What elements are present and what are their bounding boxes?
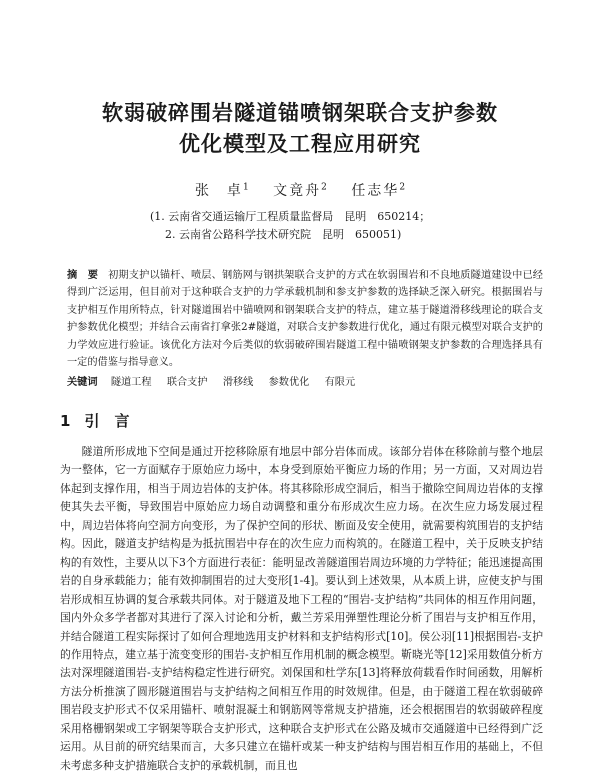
paper-title-line1: 软弱破碎围岩隧道锚喷钢架联合支护参数 bbox=[102, 101, 498, 125]
keyword: 参数优化 bbox=[268, 377, 310, 388]
author-affiliation-mark: 1 bbox=[242, 182, 249, 193]
author-name: 任志华 bbox=[351, 183, 400, 199]
abstract-text: 初期支护以锚杆、喷层、钢筋网与钢拱架联合支护的方式在软弱围岩和不良地质隧道建设中已经得到广泛运用，但目前对于这种联合支护的力学承载机制和参支护参数的选择缺乏深入研究。根据围岩与支护相互作用所特点，针对隧道围岩中锚喷网和钢架联合支护的特点，建立基于隧道滑移线理论的联合支护参数优化模型；并结合云南省打拿张2#隧道，对联合支护参数进行优化，通过有限元模型对联合支护的力学效应进行验证。该优化方法对今后类似的软弱破碎围岩隧道工程中锚喷钢架支护参数的合理选择具有一定的借鉴与指导意义。 bbox=[67, 270, 543, 369]
affiliation-1: (1. 云南省交通运输厅工程质量监督局 昆明 650214； bbox=[150, 210, 431, 223]
affiliation-2: 2. 云南省公路科学技术研究院 昆明 650051) bbox=[165, 228, 402, 241]
keyword: 有限元 bbox=[324, 377, 356, 388]
author-name: 张 卓 bbox=[194, 183, 243, 199]
keywords-label: 关键词 bbox=[67, 376, 98, 388]
body-paragraph: 隧道所形成地下空间是通过开挖移除原有地层中部分岩体而成。该部分岩体在移除前与整个地层为一整体，它一方面赋存于原始应力场中，本身受到原始平衡应力场的作用；另一方面，又对周边岩体起到支撑作用，相当于周边岩体的支护体。将其移除形成空洞后，相当于撤除空间周边岩体的支撑使其失去平衡，导致围岩中原始应力场自动调整和重分布形成次生应力场。在次生应力场发展过程中，周边岩体将向空洞方向变形，为了保护空间的形状、断面及安全使用，就需要构筑围岩的支护结构。因此，隧道支护结构是为抵抗围岩中存在的次生应力而构筑的。在隧道工程中，关于反映支护结构的有效性，主要从以下3个方面进行表征：能明显改善隧道围岩周边环境的力学特征；能迅速提高围岩的自身承载能力；能有效抑制围岩的过大变形[1-4]。要认到上述效果，从本质上讲，应使支护与围岩形成相互协调的复合承载共同体。对于隧道及地下工程的“围岩-支护结构”共同体的相互作用问题，国内外众多学者都对其进行了深入讨论和分析，戴兰芳采用弹塑性理论分析了围岩与支护相互作用，并结合隧道工程实际探讨了如何合理地选用支护材料和支护结构形式[10]。侯公羽[11]根据围岩-支护的作用特点，建立基于流变变形的围岩-支护相互作用机制的概念模型。靳晓光等[12]采用数值分析方法对深埋隧道围岩-支护结构稳定性进行研究。刘保国和杜学东[13]将释放荷载看作时间函数，用解析方法分析推演了圆形隧道围岩与支护结构之间相互作用的时效规律。但是，由于隧道工程在软弱破碎围岩段支护形式不仅采用锚杆、喷射混凝土和钢筋网等常规支护措施，还会根据围岩的软弱破碎程度采用格栅钢架或工字钢架等联合支护形式，这种联合支护形式在公路及城市交通隧道中已经得到广泛运用。从目前的研究结果而言，大多只建立在锚杆或某一种支护结构与围岩相互作用的基础上，不但未考虑多种支护措施联合支护的承载机制，而且也 bbox=[60, 445, 543, 772]
author-affiliation-mark: 2 bbox=[399, 182, 406, 193]
keyword: 联合支护 bbox=[166, 377, 208, 388]
keywords bbox=[67, 373, 543, 388]
keyword: 滑移线 bbox=[222, 377, 254, 388]
keyword: 隧道工程 bbox=[110, 377, 152, 388]
author-affiliation-mark: 2 bbox=[321, 182, 327, 193]
abstract-label: 摘 要 bbox=[67, 269, 99, 281]
section-title: 引 言 bbox=[84, 412, 130, 430]
author-list bbox=[0, 180, 600, 200]
paper-title-line2: 优化模型及工程应用研究 bbox=[179, 132, 421, 156]
section-number: 1 bbox=[60, 412, 71, 430]
abstract bbox=[67, 267, 543, 371]
author-name: 文竟舟 bbox=[273, 183, 322, 199]
section-heading bbox=[60, 410, 129, 431]
